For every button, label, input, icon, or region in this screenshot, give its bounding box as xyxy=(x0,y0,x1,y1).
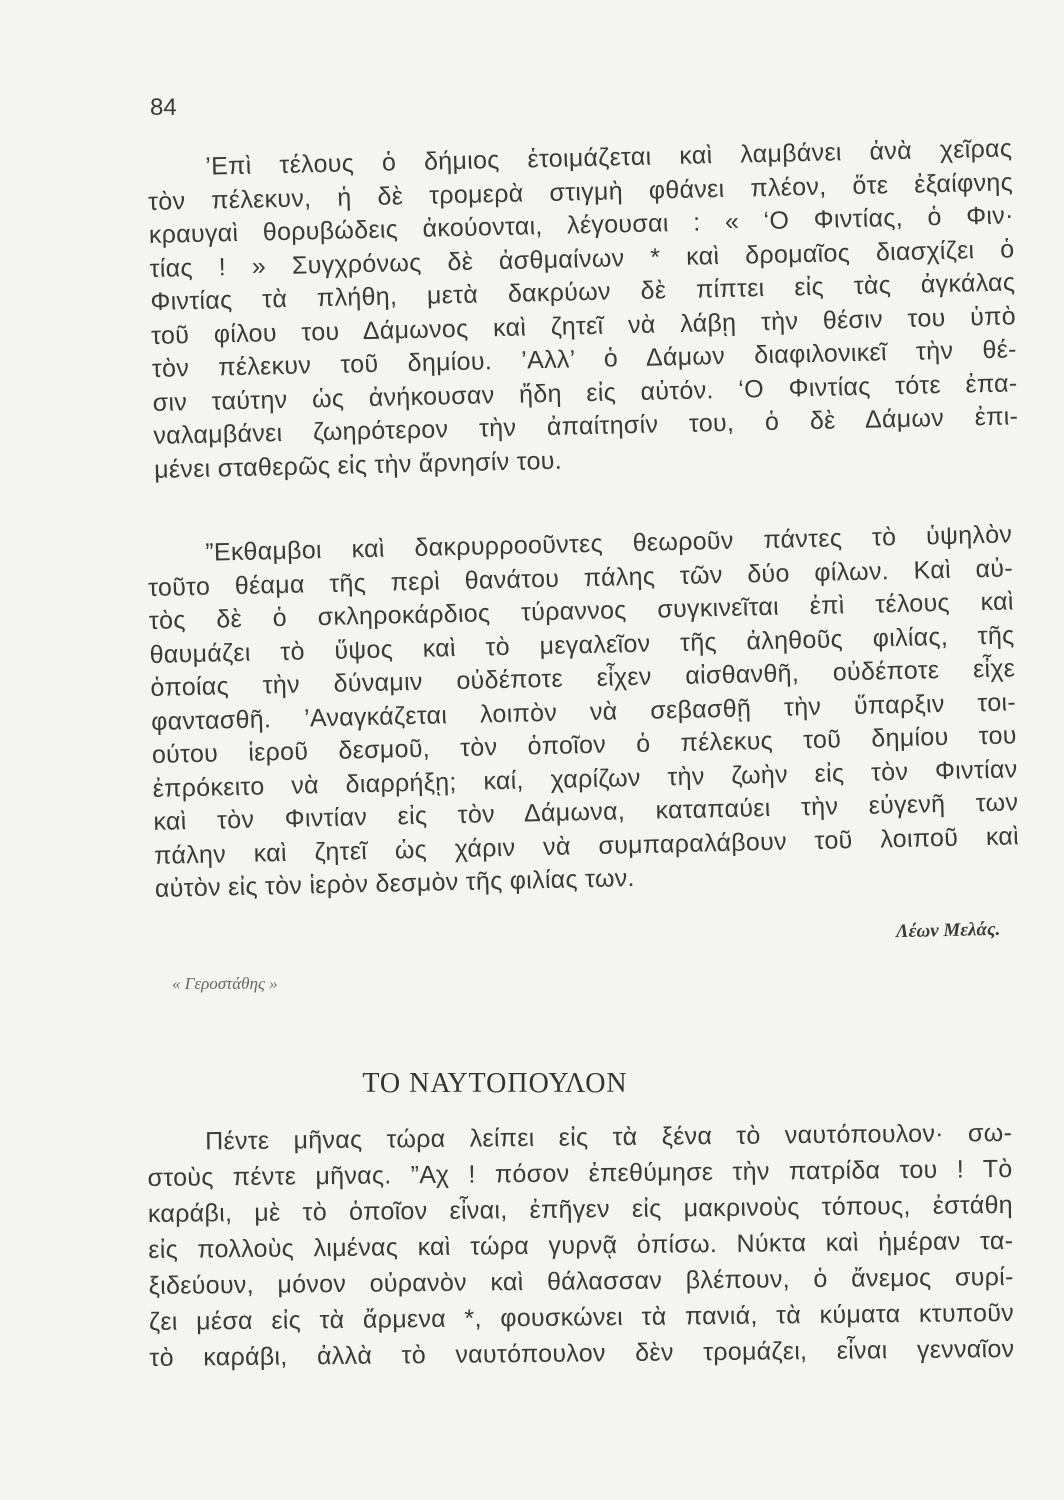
text-line: τίας ! » Συγχρόνως δὲ ἀσθμαίνων * καὶ δρομαῖος διασχίζει ὁ xyxy=(149,234,1015,283)
text-line: μένει σταθερῶς εἰς τὴν ἄρνησίν του. xyxy=(153,446,563,484)
text-line: φαντασθῆ. ’Αναγκάζεται λοιπὸν νὰ σεβασθῇ τὴν ὕπαρξιν τοι- xyxy=(150,687,1017,736)
text-line: ”Εκθαμβοι καὶ δακρυρροοῦντες θεωροῦν πάντες τὸ ὑψηλὸν xyxy=(205,520,1013,567)
text-line: ’Επὶ τέλους ὁ δήμιος ἑτοιμάζεται καὶ λαμβάνει ἀνὰ χεῖρας xyxy=(205,134,1013,181)
source-citation: « Γεροστάθης » xyxy=(172,974,278,993)
text-line: ζει μέσα εἰς τὰ ἄρμενα *, φουσκώνει τὰ πανιά, τὰ κύματα κτυποῦν xyxy=(148,1298,1015,1336)
paragraph-3 xyxy=(147,1115,1015,1376)
text-line: αὐτὸν εἰς τὸν ἱερὸν δεσμὸν τῆς φιλίας των. xyxy=(154,864,636,903)
text-line: τὸν πέλεκυν τοῦ δημίου. ’Αλλ’ ὁ Δάμων διαφιλονικεῖ τὴν θέ- xyxy=(151,335,1018,383)
paragraph-1 xyxy=(147,132,1019,487)
page-number: 84 xyxy=(150,94,177,121)
text-line: Φιντίας τὰ πλήθη, μετὰ δακρύων δὲ πίπτει εἰς τὰς ἀγκάλας xyxy=(150,268,1016,316)
text-line: ξιδεύουν, μόνον οὐρανὸν καὶ θάλασσαν βλέπουν, ὁ ἄνεμος συρί- xyxy=(148,1262,1014,1300)
text-line: ούτου ἱεροῦ δεσμοῦ, τὸν ὁποῖον ὁ πέλεκυς τοῦ δημίου του xyxy=(151,721,1018,769)
text-line: κραυγαὶ θορυβώδεις ἀκούονται, λέγουσαι : « ‘Ο Φιντίας, ὁ Φιν· xyxy=(148,201,1014,249)
chapter-title: ΤΟ ΝΑΥΤΟΠΟΥΛΟΝ xyxy=(362,1068,628,1099)
text-line: θαυμάζει τὸ ὕψος καὶ τὸ μεγαλεῖον τῆς ἀληθοῦς φιλίας, τῆς xyxy=(149,620,1015,669)
text-line: σιν ταύτην ὡς ἀνήκουσαν ἤδη εἰς αὐτόν. ‘Ο Φιντίας τότε ἐπα- xyxy=(152,368,1018,417)
text-line: Πέντε μῆνας τώρα λείπει εἰς τὰ ξένα τὸ ναυτόπουλον· σω- xyxy=(205,1118,1013,1156)
text-line: τὸς δὲ ὁ σκληροκάρδιος τύραννος συγκινεῖται ἐπὶ τέλους καὶ xyxy=(148,587,1014,635)
text-line: τὸν πέλεκυν, ἡ δὲ τρομερὰ στιγμὴ φθάνει πλέον, ὅτε ἐξαίφνης xyxy=(147,167,1014,216)
text-line: ναλαμβάνει ζωηρότερον τὴν ἀπαίτησίν του, ὁ δὲ Δάμων ἐπι- xyxy=(153,402,1019,450)
text-line: ἐπρόκειτο νὰ διαρρήξῃ; καί, χαρίζων τὴν ζωὴν εἰς τὸν Φιντίαν xyxy=(152,754,1018,803)
text-line: τοῦ φίλου του Δάμωνος καὶ ζητεῖ νὰ λάβῃ τὴν θέσιν του ὑπὸ xyxy=(150,301,1017,350)
paragraph-2 xyxy=(147,518,1020,906)
text-line: καράβι, μὲ τὸ ὁποῖον εἶναι, ἐπῆγεν εἰς μακρινοὺς τόπους, ἐστάθη xyxy=(147,1190,1014,1228)
text-line: ὁποίας τὴν δύναμιν οὐδέποτε εἶχεν αἰσθανθῆ, οὐδέποτε εἶχε xyxy=(150,654,1016,702)
author-signature: Λέων Μελάς. xyxy=(895,918,1001,943)
text-line: τὸ καράβι, ἀλλὰ τὸ ναυτόπουλον δὲν τρομάζει, εἶναι γενναῖον xyxy=(149,1334,1015,1372)
text-line: εἰς πολλοὺς λιμένας καὶ τώρα γυρνᾷ ὀπίσω. Νύκτα καὶ ἡμέραν τα- xyxy=(148,1226,1014,1264)
text-line: πάλην καὶ ζητεῖ ὡς χάριν νὰ συμπαραλάβουν τοῦ λοιποῦ καὶ xyxy=(153,821,1020,870)
text-line: στοὺς πέντε μῆνας. ”Αχ ! πόσον ἐπεθύμησε τὴν πατρίδα του ! Τὸ xyxy=(147,1154,1013,1192)
text-line: τοῦτο θέαμα τῆς περὶ θανάτου πάλης τῶν δύο φίλων. Καὶ αὐ- xyxy=(147,553,1014,602)
text-line: καὶ τὸν Φιντίαν εἰς τὸν Δάμωνα, καταπαύει τὴν εὐγενῆ των xyxy=(153,788,1019,836)
